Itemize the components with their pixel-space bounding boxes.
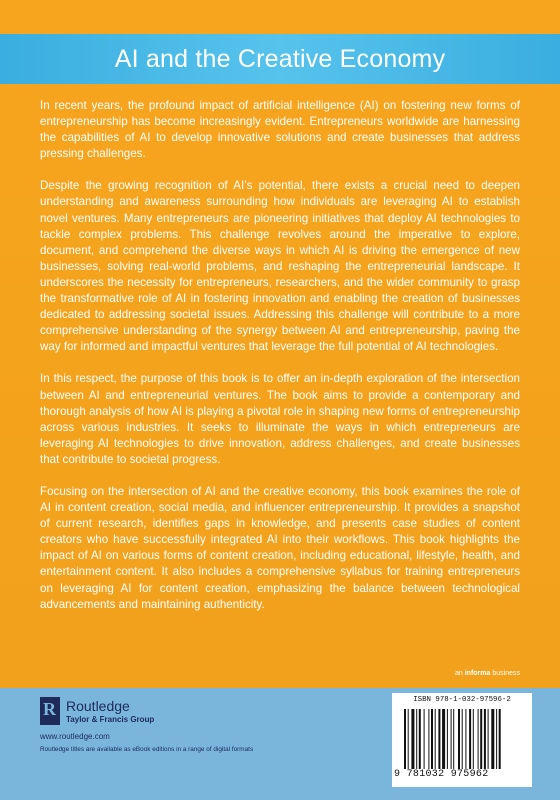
publisher-group: Taylor & Francis Group xyxy=(66,715,155,724)
publisher-name: Routledge xyxy=(66,698,130,714)
barcode-panel xyxy=(392,693,532,787)
ebook-note: Routledge titles are available as eBook editions in a range of digital formats xyxy=(40,746,254,753)
informa-tagline xyxy=(455,670,520,677)
logo-letter: R xyxy=(43,699,56,719)
book-title: AI and the Creative Economy xyxy=(114,44,446,73)
publisher-logo-block xyxy=(40,697,154,725)
routledge-logo-icon xyxy=(40,697,60,725)
title-banner xyxy=(0,34,560,84)
informa-suffix: business xyxy=(492,670,520,677)
blurb-paragraph-4: Focusing on the intersection of AI and the creative economy, this book examines the role of AI in content creation, social media, and influencer entrepreneurship. It provides a snapshot of current research, identifies gaps in knowledge, and presents case studies of content creators who have successfully integrated AI into their workflows. This book highlights the impact of AI on various forms of content creation, including educational, lifestyle, health, and entertainment content. It also includes a comprehensive syllabus for training entrepreneurs on leveraging AI for content creation, emphasizing the balance between technological advancements and maintaining authenticity. xyxy=(40,484,520,611)
blurb-paragraph-3: In this respect, the purpose of this book is to offer an in-depth exploration of the intersection between AI and entrepreneurial ventures. The book aims to provide a contemporary and thorough analysis of how AI is playing a pivotal role in shaping new forms of entrepreneurship across various industries. It seeks to illuminate the ways in which entrepreneurs are leveraging AI technologies to drive innovation, address challenges, and create businesses that contribute to societal progress. xyxy=(40,372,520,466)
informa-prefix: an xyxy=(454,670,463,677)
informa-brand: informa xyxy=(464,670,491,677)
publisher-website: www.routledge.com xyxy=(40,732,110,741)
isbn-label: ISBN 978-1-032-97596-2 xyxy=(413,696,511,704)
barcode-icon xyxy=(404,709,522,769)
blurb-paragraph-2: Despite the growing recognition of AI’s potential, there exists a crucial need to deepen understanding and awareness surrounding how individuals are leveraging AI to establish novel ventures. Many entrepreneurs are pioneering initiatives that deploy AI technologies to tackle complex problems. This challenge revolves around the imperative to explore, document, and comprehend the diverse ways in which AI is driving the emergence of new businesses, solving real-world problems, and reshaping the entrepreneurial landscape. It underscores the necessity for entrepreneurs, researchers, and the wider community to grasp the transformative role of AI in fostering innovation and enabling the creation of businesses dedicated to addressing societal issues. Addressing this challenge will contribute to a more comprehensive understanding of the synergy between AI and entrepreneurship, paving the way for informed and impactful ventures that leverage the full potential of AI technologies. xyxy=(40,179,520,354)
barcode-digits: 9 781032 975962 xyxy=(394,769,489,780)
blurb-paragraph-1: In recent years, the profound impact of artificial intelligence (AI) on fostering new forms of entrepreneurship has become increasingly evident. Entrepreneurs worldwide are harnessing the capabilities of AI to develop innovative solutions and create businesses that address pressing challenges. xyxy=(40,99,520,161)
publisher-text xyxy=(66,697,154,724)
blurb xyxy=(40,98,520,629)
